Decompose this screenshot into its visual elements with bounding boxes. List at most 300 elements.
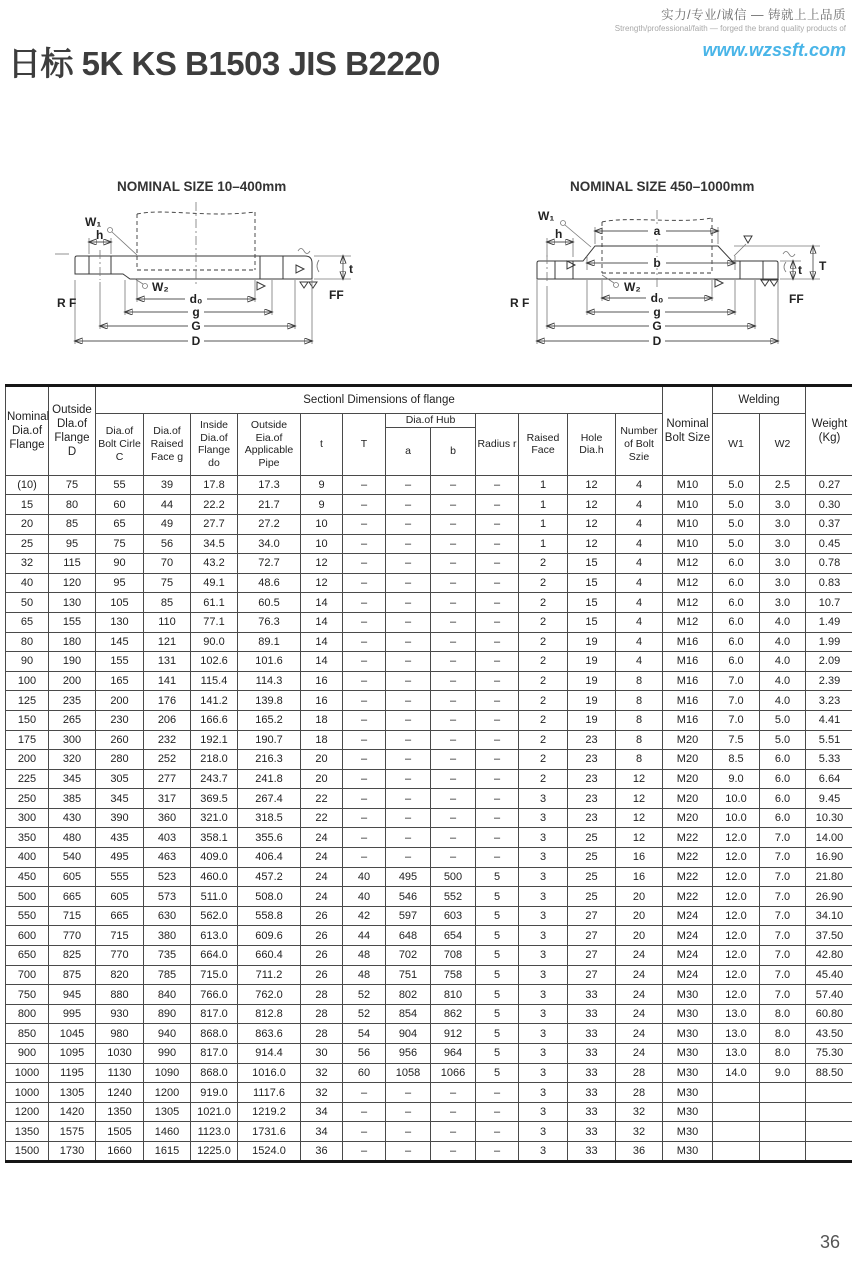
table-cell: 7.0 [760,985,806,1005]
table-cell: 6.0 [713,593,760,613]
table-cell: M20 [663,769,713,789]
table-cell: – [386,632,431,652]
table-cell: – [431,554,476,574]
table-cell: – [431,593,476,613]
table-cell: 2 [519,593,568,613]
table-cell: 9 [301,475,343,495]
table-cell: 44 [343,926,386,946]
table-cell: 562.0 [191,906,238,926]
table-cell: M30 [663,1024,713,1044]
table-cell: 12 [568,495,616,515]
table-cell: 24 [301,867,343,887]
table-cell: M30 [663,1083,713,1103]
table-cell: 358.1 [191,828,238,848]
table-cell: – [431,769,476,789]
table-cell: 57.40 [806,985,852,1005]
table-cell: – [476,710,519,730]
table-cell: – [386,1083,431,1103]
table-cell: 3.0 [760,534,806,554]
flange-diagram-small [55,194,457,370]
table-cell: – [343,769,386,789]
table-cell: 10.0 [713,789,760,809]
table-cell: – [476,475,519,495]
table-cell: 5.0 [713,495,760,515]
table-cell: 810 [431,985,476,1005]
table-cell: – [431,1141,476,1161]
table-cell: 4 [616,593,663,613]
table-cell: – [476,593,519,613]
table-cell: 23 [568,750,616,770]
table-cell: 7.0 [760,906,806,926]
table-cell: 22 [301,808,343,828]
table-cell: 17.8 [191,475,238,495]
table-cell: 1420 [49,1102,96,1122]
table-cell: 55 [96,475,144,495]
flange-cross-section [537,210,820,346]
flange-dimensions-table [5,384,852,1163]
table-cell: 8 [616,671,663,691]
table-cell: – [343,828,386,848]
table-cell: 27 [568,965,616,985]
table-cell: 267.4 [238,789,301,809]
table-cell: 5 [476,1024,519,1044]
table-cell: 990 [144,1044,191,1064]
col-header-outside-dia: Outside Dla.of Flange D [49,386,96,476]
table-cell: – [431,534,476,554]
table-cell: 218.0 [191,750,238,770]
table-cell: 770 [49,926,96,946]
table-cell: – [343,534,386,554]
table-cell: 390 [96,808,144,828]
table-cell: – [431,612,476,632]
table-cell: 4 [616,475,663,495]
table-cell: 14 [301,612,343,632]
table-cell: 24 [616,1004,663,1024]
dim-label-d0: d₀ [189,292,203,306]
table-cell: 56 [343,1044,386,1064]
table-cell: 5 [476,906,519,926]
table-cell: 34 [301,1102,343,1122]
table-cell: 4 [616,534,663,554]
table-cell: M22 [663,848,713,868]
table-cell: 318.5 [238,808,301,828]
table-cell: 28 [301,1024,343,1044]
table-cell: 751 [386,965,431,985]
table-cell: 33 [568,985,616,1005]
table-cell: 450 [6,867,49,887]
table-cell: 25 [568,828,616,848]
table-cell: 2.39 [806,671,852,691]
diagram-title-small: NOMINAL SIZE 10–400mm [117,179,287,194]
table-cell: 2 [519,554,568,574]
table-row [6,612,852,632]
table-cell: 3 [519,867,568,887]
table-row [6,1024,852,1044]
table-cell: M16 [663,671,713,691]
brand-website: www.wzssft.com [702,40,846,60]
table-cell: 200 [49,671,96,691]
table-cell: 8 [616,691,663,711]
table-cell: 32 [6,554,49,574]
table-cell: M10 [663,534,713,554]
table-cell: 48 [343,946,386,966]
col-header-bolt-circle: Dia.of Bolt Cirle C [96,414,144,476]
table-cell: 3 [519,926,568,946]
table-cell: – [476,1102,519,1122]
table-cell: 2 [519,652,568,672]
table-row [6,671,852,691]
table-cell: 1505 [96,1122,144,1142]
table-cell: 23 [568,730,616,750]
table-cell [760,1141,806,1161]
table-cell: 12 [568,514,616,534]
table-row [6,1044,852,1064]
table-cell: 1500 [6,1141,49,1161]
table-cell: 42.80 [806,946,852,966]
table-cell: 25 [568,867,616,887]
table-row [6,906,852,926]
table-cell: 4.0 [760,612,806,632]
table-cell: 8.0 [760,1044,806,1064]
group-header-welding: Welding [713,386,806,414]
table-cell: (10) [6,475,49,495]
table-cell: 250 [6,789,49,809]
table-cell: 190 [49,652,96,672]
table-cell: 1016.0 [238,1063,301,1083]
table-cell: 5 [476,887,519,907]
table-cell: 33 [568,1083,616,1103]
table-cell [806,1122,852,1142]
table-cell: 18 [301,710,343,730]
table-cell: 131 [144,652,191,672]
table-cell: 21.80 [806,867,852,887]
table-cell: 18 [301,730,343,750]
table-cell: 868.0 [191,1063,238,1083]
table-cell: 141 [144,671,191,691]
dim-label-G: G [191,319,201,333]
table-row [6,632,852,652]
table-cell: 175 [6,730,49,750]
table-cell [806,1083,852,1103]
group-header-section-dimensions: Sectionl Dimensions of flange [96,386,663,414]
table-cell: 7.0 [713,671,760,691]
table-cell: 155 [49,612,96,632]
table-cell: 19 [568,632,616,652]
col-header-hole-dia: Hole Dia.h [568,414,616,476]
table-cell: 33 [568,1004,616,1024]
table-cell: 1.49 [806,612,852,632]
table-cell: – [431,495,476,515]
table-cell: 24 [616,1024,663,1044]
table-cell: 24 [616,1044,663,1064]
col-header-weight: Weight (Kg) [806,386,852,476]
table-cell: M22 [663,828,713,848]
table-cell: 0.83 [806,573,852,593]
table-cell: 22.2 [191,495,238,515]
table-cell: 613.0 [191,926,238,946]
table-cell: 1030 [96,1044,144,1064]
table-cell: 875 [49,965,96,985]
dim-label-w1: W₁ [85,215,102,229]
table-cell: 100 [6,671,49,691]
table-cell: 964 [431,1044,476,1064]
table-cell: – [431,848,476,868]
table-cell: 12 [616,789,663,809]
table-cell: 6.0 [760,750,806,770]
table-cell: – [343,1122,386,1142]
table-cell: 735 [144,946,191,966]
col-header-hub-a: a [386,427,431,475]
table-cell: 241.8 [238,769,301,789]
table-cell: 60.80 [806,1004,852,1024]
table-cell: 3 [519,1063,568,1083]
table-cell: 20 [616,926,663,946]
table-cell: – [476,554,519,574]
table-cell: 345 [49,769,96,789]
table-cell: – [431,475,476,495]
table-cell: 16 [301,671,343,691]
table-cell: 105 [96,593,144,613]
table-cell: – [343,730,386,750]
table-cell: 26 [301,926,343,946]
table-cell: – [386,1102,431,1122]
table-cell: 1219.2 [238,1102,301,1122]
table-cell: M16 [663,710,713,730]
table-cell: 139.8 [238,691,301,711]
table-cell: 24 [616,985,663,1005]
table-cell: 20 [6,514,49,534]
table-cell: 1575 [49,1122,96,1142]
table-cell: 19 [568,710,616,730]
table-cell: – [386,848,431,868]
table-row [6,1083,852,1103]
table-cell: 552 [431,887,476,907]
table-cell: 665 [96,906,144,926]
table-cell: 45.40 [806,965,852,985]
table-cell: 8.0 [760,1024,806,1044]
dim-label-T: T [819,259,827,273]
table-cell: 463 [144,848,191,868]
table-cell: 7.5 [713,730,760,750]
table-cell: 32 [301,1083,343,1103]
table-cell: M20 [663,808,713,828]
table-cell: 1730 [49,1141,96,1161]
table-cell: 6.0 [713,652,760,672]
table-cell: 317 [144,789,191,809]
table-cell: 1000 [6,1083,49,1103]
table-cell: 16 [616,867,663,887]
dim-label-g: g [192,305,200,319]
table-cell: M24 [663,965,713,985]
table-cell: 2.09 [806,652,852,672]
table-row [6,965,852,985]
table-cell: 33 [568,1122,616,1142]
table-row [6,573,852,593]
col-header-pipe-od: Outside Eia.of Applicable Pipe [238,414,301,476]
table-cell: 12 [616,808,663,828]
table-cell: 20 [616,906,663,926]
table-cell: 1123.0 [191,1122,238,1142]
table-cell: 956 [386,1044,431,1064]
table-cell: 2 [519,612,568,632]
table-cell: 76.3 [238,612,301,632]
table-cell: 785 [144,965,191,985]
table-cell: 90 [96,554,144,574]
table-cell: 385 [49,789,96,809]
table-cell: 200 [96,691,144,711]
table-cell: – [431,652,476,672]
table-cell: 27 [568,946,616,966]
table-cell [713,1083,760,1103]
table-cell: – [386,475,431,495]
table-cell: M10 [663,475,713,495]
table-cell: 40 [343,867,386,887]
table-cell: 457.2 [238,867,301,887]
table-cell: 44 [144,495,191,515]
table-cell: 3 [519,828,568,848]
table-cell: 75 [96,534,144,554]
table-cell: 762.0 [238,985,301,1005]
table-cell: 235 [49,691,96,711]
table-cell [713,1122,760,1142]
face-label-rf: R F [57,296,77,310]
table-cell: 7.0 [713,710,760,730]
table-cell: 1225.0 [191,1141,238,1161]
table-cell: – [343,475,386,495]
table-cell: – [476,730,519,750]
table-cell: 1305 [144,1102,191,1122]
table-cell: 715.0 [191,965,238,985]
table-cell: 3 [519,1024,568,1044]
table-cell: 4.0 [760,691,806,711]
table-cell: 654 [431,926,476,946]
table-cell: 43.2 [191,554,238,574]
table-cell: – [386,769,431,789]
table-cell: 13.0 [713,1004,760,1024]
table-cell: 750 [6,985,49,1005]
table-cell: – [431,691,476,711]
dim-label-t: t [798,263,802,277]
table-cell: 3 [519,1083,568,1103]
table-cell: – [386,1122,431,1142]
table-cell: 4.41 [806,710,852,730]
table-cell: – [343,632,386,652]
table-cell: 665 [49,887,96,907]
table-row [6,769,852,789]
table-cell: 90 [6,652,49,672]
table-cell: 1305 [49,1083,96,1103]
table-cell: 862 [431,1004,476,1024]
table-cell: 33 [568,1063,616,1083]
table-cell: 305 [96,769,144,789]
table-cell: – [343,514,386,534]
table-cell: – [431,671,476,691]
table-cell: – [343,1083,386,1103]
table-cell: 930 [96,1004,144,1024]
table-cell: 460.0 [191,867,238,887]
table-cell: 4 [616,495,663,515]
table-cell: 30 [301,1044,343,1064]
table-cell: 50 [6,593,49,613]
table-cell: 320 [49,750,96,770]
table-cell [760,1102,806,1122]
table-cell: 141.2 [191,691,238,711]
table-cell: M12 [663,554,713,574]
table-cell: 6.0 [713,612,760,632]
table-cell: 825 [49,946,96,966]
table-cell: 708 [431,946,476,966]
table-cell: 840 [144,985,191,1005]
col-header-w2: W2 [760,414,806,476]
table-cell: 800 [6,1004,49,1024]
table-cell: 19 [568,652,616,672]
table-cell: – [386,554,431,574]
dim-label-g: g [653,305,661,319]
table-cell: 49 [144,514,191,534]
table-cell: 4.0 [760,632,806,652]
table-cell: – [343,848,386,868]
table-cell: – [343,1102,386,1122]
table-cell: 555 [96,867,144,887]
table-cell: 650 [6,946,49,966]
table-cell: M22 [663,867,713,887]
table-cell: 37.50 [806,926,852,946]
table-cell: 80 [6,632,49,652]
table-cell: 200 [6,750,49,770]
table-cell: 6.64 [806,769,852,789]
table-cell: 664.0 [191,946,238,966]
table-cell: – [386,730,431,750]
table-cell: 1524.0 [238,1141,301,1161]
table-cell: 7.0 [760,828,806,848]
table-cell: 812.8 [238,1004,301,1024]
table-cell: 630 [144,906,191,926]
table-cell: 868.0 [191,1024,238,1044]
table-cell: – [431,1122,476,1142]
table-cell: 1058 [386,1063,431,1083]
table-cell: 1195 [49,1063,96,1083]
table-cell: 85 [144,593,191,613]
table-cell: – [343,652,386,672]
table-cell: – [343,808,386,828]
table-row [6,1122,852,1142]
table-cell: 715 [49,906,96,926]
table-cell: 648 [386,926,431,946]
table-cell: 125 [6,691,49,711]
table-cell: 0.30 [806,495,852,515]
table-cell: 20 [616,887,663,907]
table-cell: 24 [616,946,663,966]
table-cell: 102.6 [191,652,238,672]
table-cell: 115.4 [191,671,238,691]
dim-label-D: D [191,334,201,348]
table-cell [713,1102,760,1122]
table-cell: 12 [616,828,663,848]
table-cell: 919.0 [191,1083,238,1103]
table-cell: 2.5 [760,475,806,495]
table-cell: M12 [663,593,713,613]
table-cell: 5.0 [713,514,760,534]
table-cell: 3.0 [760,573,806,593]
col-header-hub-b: b [431,427,476,475]
table-cell: 2 [519,710,568,730]
table-cell: 9 [301,495,343,515]
table-cell: 1240 [96,1083,144,1103]
table-cell: 9.0 [760,1063,806,1083]
table-cell: 4 [616,652,663,672]
table-cell: 4 [616,573,663,593]
table-cell: 500 [431,867,476,887]
